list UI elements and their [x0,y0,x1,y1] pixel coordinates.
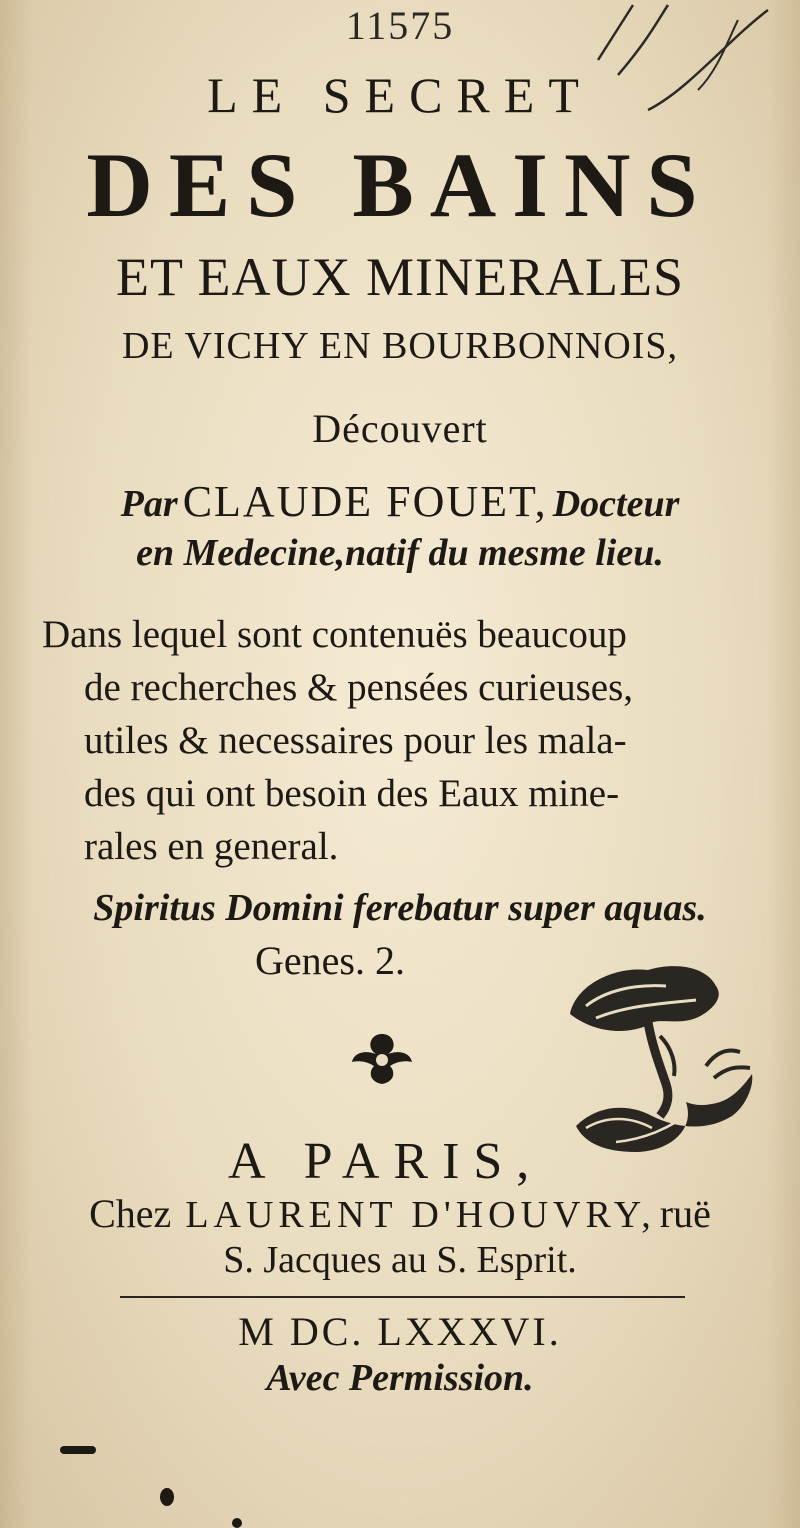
description-line: de recherches & pensées curieuses, [84,666,633,709]
imprint-street: ruë [659,1191,711,1236]
imprint-permission: Avec Permission. [266,1357,534,1399]
shelfmark: 11575 [345,3,455,48]
imprint-address: S. Jacques au S. Esprit. [223,1239,577,1281]
title-line-1: LE SECRET [207,67,593,123]
imprint-date: M DC. LXXXVI. [238,1309,562,1354]
description-line: rales en general. [84,825,339,868]
author-name: CLAUDE FOUET, [182,477,548,526]
epigraph-quote: Spiritus Domini ferebatur super aquas. [93,887,707,929]
imprint-rule [120,1296,685,1298]
author-line-2: en Medecine,natif du mesme lieu. [136,532,664,574]
author-par: Par [120,483,178,525]
ink-blot [160,1488,174,1506]
epigraph-reference: Genes. 2. [255,938,405,983]
author-title: Docteur [552,483,680,525]
imprint-chez-line [0,1190,800,1237]
title-line-2: DES BAINS [86,134,714,236]
title-line-4: DE VICHY EN BOURBONNOIS, [121,325,679,367]
title-line-3: ET EAUX MINERALES [116,247,684,307]
ink-blot [232,1518,242,1528]
description-line: des qui ont besoin des Eaux mine- [84,772,620,815]
imprint-city: A PARIS, [228,1133,544,1190]
author-line [0,476,800,527]
imprint-chez: Chez [89,1191,172,1236]
imprint-printer: LAURENT D'HOUVRY, [185,1194,656,1236]
discovered-label: Découvert [312,406,488,451]
description-line: Dans lequel sont contenuës beaucoup [42,613,627,656]
description-line: utiles & necessaires pour les mala- [84,719,627,762]
fleuron-ornament-icon [340,1028,424,1088]
ink-blot [60,1446,96,1454]
